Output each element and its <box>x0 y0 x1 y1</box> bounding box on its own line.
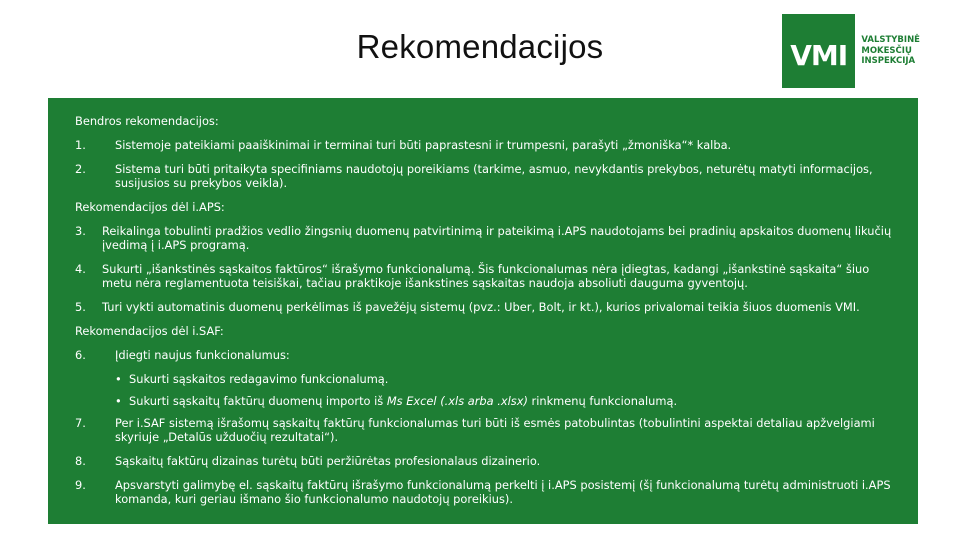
item-text: Reikalinga tobulinti pradžios vedlio žingsnių duomenų patvirtinimą ir pateikimą i.APS naudotojams bei pradinių apskaitos duomenų likučių įvedimą į i.APS programą. <box>102 224 892 252</box>
item-text: Įdiegti naujus funkcionalumus: <box>115 348 290 362</box>
item-text: Sukurti „išankstinės sąskaitos faktūros“ išrašymo funkcionalumą. Šis funkcionalumas nėra įdiegtas, kadangi „išankstinė sąskaita“ šiuo metu nėra reglamentuota teisiškai, tačiau praktikoje išankstines sąskaitas naudoja absoliuti dauguma gyventojų. <box>102 262 870 290</box>
list-item <box>75 416 904 444</box>
item-number: 9. <box>75 478 86 492</box>
item-number: 4. <box>75 262 86 276</box>
item-number: 6. <box>75 348 86 362</box>
sub-item-text-start: Sukurti sąskaitų faktūrų duomenų importo iš <box>129 394 387 408</box>
list-item <box>75 300 904 314</box>
section-title-general: Bendros rekomendacijos: <box>75 114 219 128</box>
logo-text <box>861 35 920 67</box>
list-item <box>75 224 904 252</box>
item-text: Apsvarstyti galimybę el. sąskaitų faktūrų išrašymo funkcionalumą perkelti į i.APS posistemį (šį funkcionalumą turėtų administruoti i.APS komanda, kuri geriau išmano šio funkcionalumo naudotojų poreikius). <box>115 478 891 506</box>
item-number: 3. <box>75 224 86 238</box>
logo-line-3: INSPEKCIJA <box>861 56 916 67</box>
item-number: 7. <box>75 416 86 430</box>
item-number: 2. <box>75 162 86 176</box>
recommendations-panel <box>48 98 918 524</box>
sub-item-text-end: rinkmenų funkcionalumą. <box>527 394 678 408</box>
sub-list-item <box>115 372 904 386</box>
list-item <box>75 262 904 290</box>
vmi-logo <box>782 14 920 88</box>
section-title-saf: Rekomendacijos dėl i.SAF: <box>75 324 224 338</box>
sub-list-item <box>115 394 904 408</box>
bullet-icon: • <box>115 394 122 408</box>
sub-item-text-emphasis: Ms Excel (.xls arba .xlsx) <box>386 394 528 408</box>
logo-abbr: VMI <box>790 38 848 72</box>
sub-item-text: Sukurti sąskaitos redagavimo funkcionalumą. <box>129 372 389 386</box>
list-item <box>75 454 904 468</box>
logo-mark <box>782 14 855 88</box>
item-text: Sistemoje pateikiami paaiškinimai ir terminai turi būti paprastesni ir trumpesni, parašyti „žmoniška“* kalba. <box>115 138 732 152</box>
list-item <box>75 348 904 362</box>
item-text: Sąskaitų faktūrų dizainas turėtų būti peržiūrėtas profesionalaus dizainerio. <box>115 454 541 468</box>
bullet-icon: • <box>115 372 122 386</box>
list-item <box>75 138 904 152</box>
list-item <box>75 162 904 190</box>
logo-line-1: VALSTYBINĖ <box>861 35 920 46</box>
item-number: 8. <box>75 454 86 468</box>
page-title: Rekomendacijos <box>356 28 604 65</box>
item-text: Per i.SAF sistemą išrašomų sąskaitų faktūrų funkcionalumas turi būti iš esmės patobulintas (tobulintini aspektai detaliau apžvelgiami skyriuje „Detalūs užduočių rezultatai“). <box>115 416 875 444</box>
list-item <box>75 478 904 506</box>
logo-line-2: MOKESČIŲ <box>861 45 912 56</box>
item-number: 1. <box>75 138 86 152</box>
sub-item-text <box>129 394 904 408</box>
item-number: 5. <box>75 300 86 314</box>
section-title-aps: Rekomendacijos dėl i.APS: <box>75 200 225 214</box>
item-text: Sistema turi būti pritaikyta specifiniams naudotojų poreikiams (tarkime, asmuo, nevykdantis prekybos, neturėtų matyti informacijos, susijusios su prekybos veikla). <box>115 162 873 190</box>
item-text: Turi vykti automatinis duomenų perkėlimas iš pavežėjų sistemų (pvz.: Uber, Bolt, ir kt.), kurios privalomai teikia šiuos duomenis VMI. <box>102 300 860 314</box>
